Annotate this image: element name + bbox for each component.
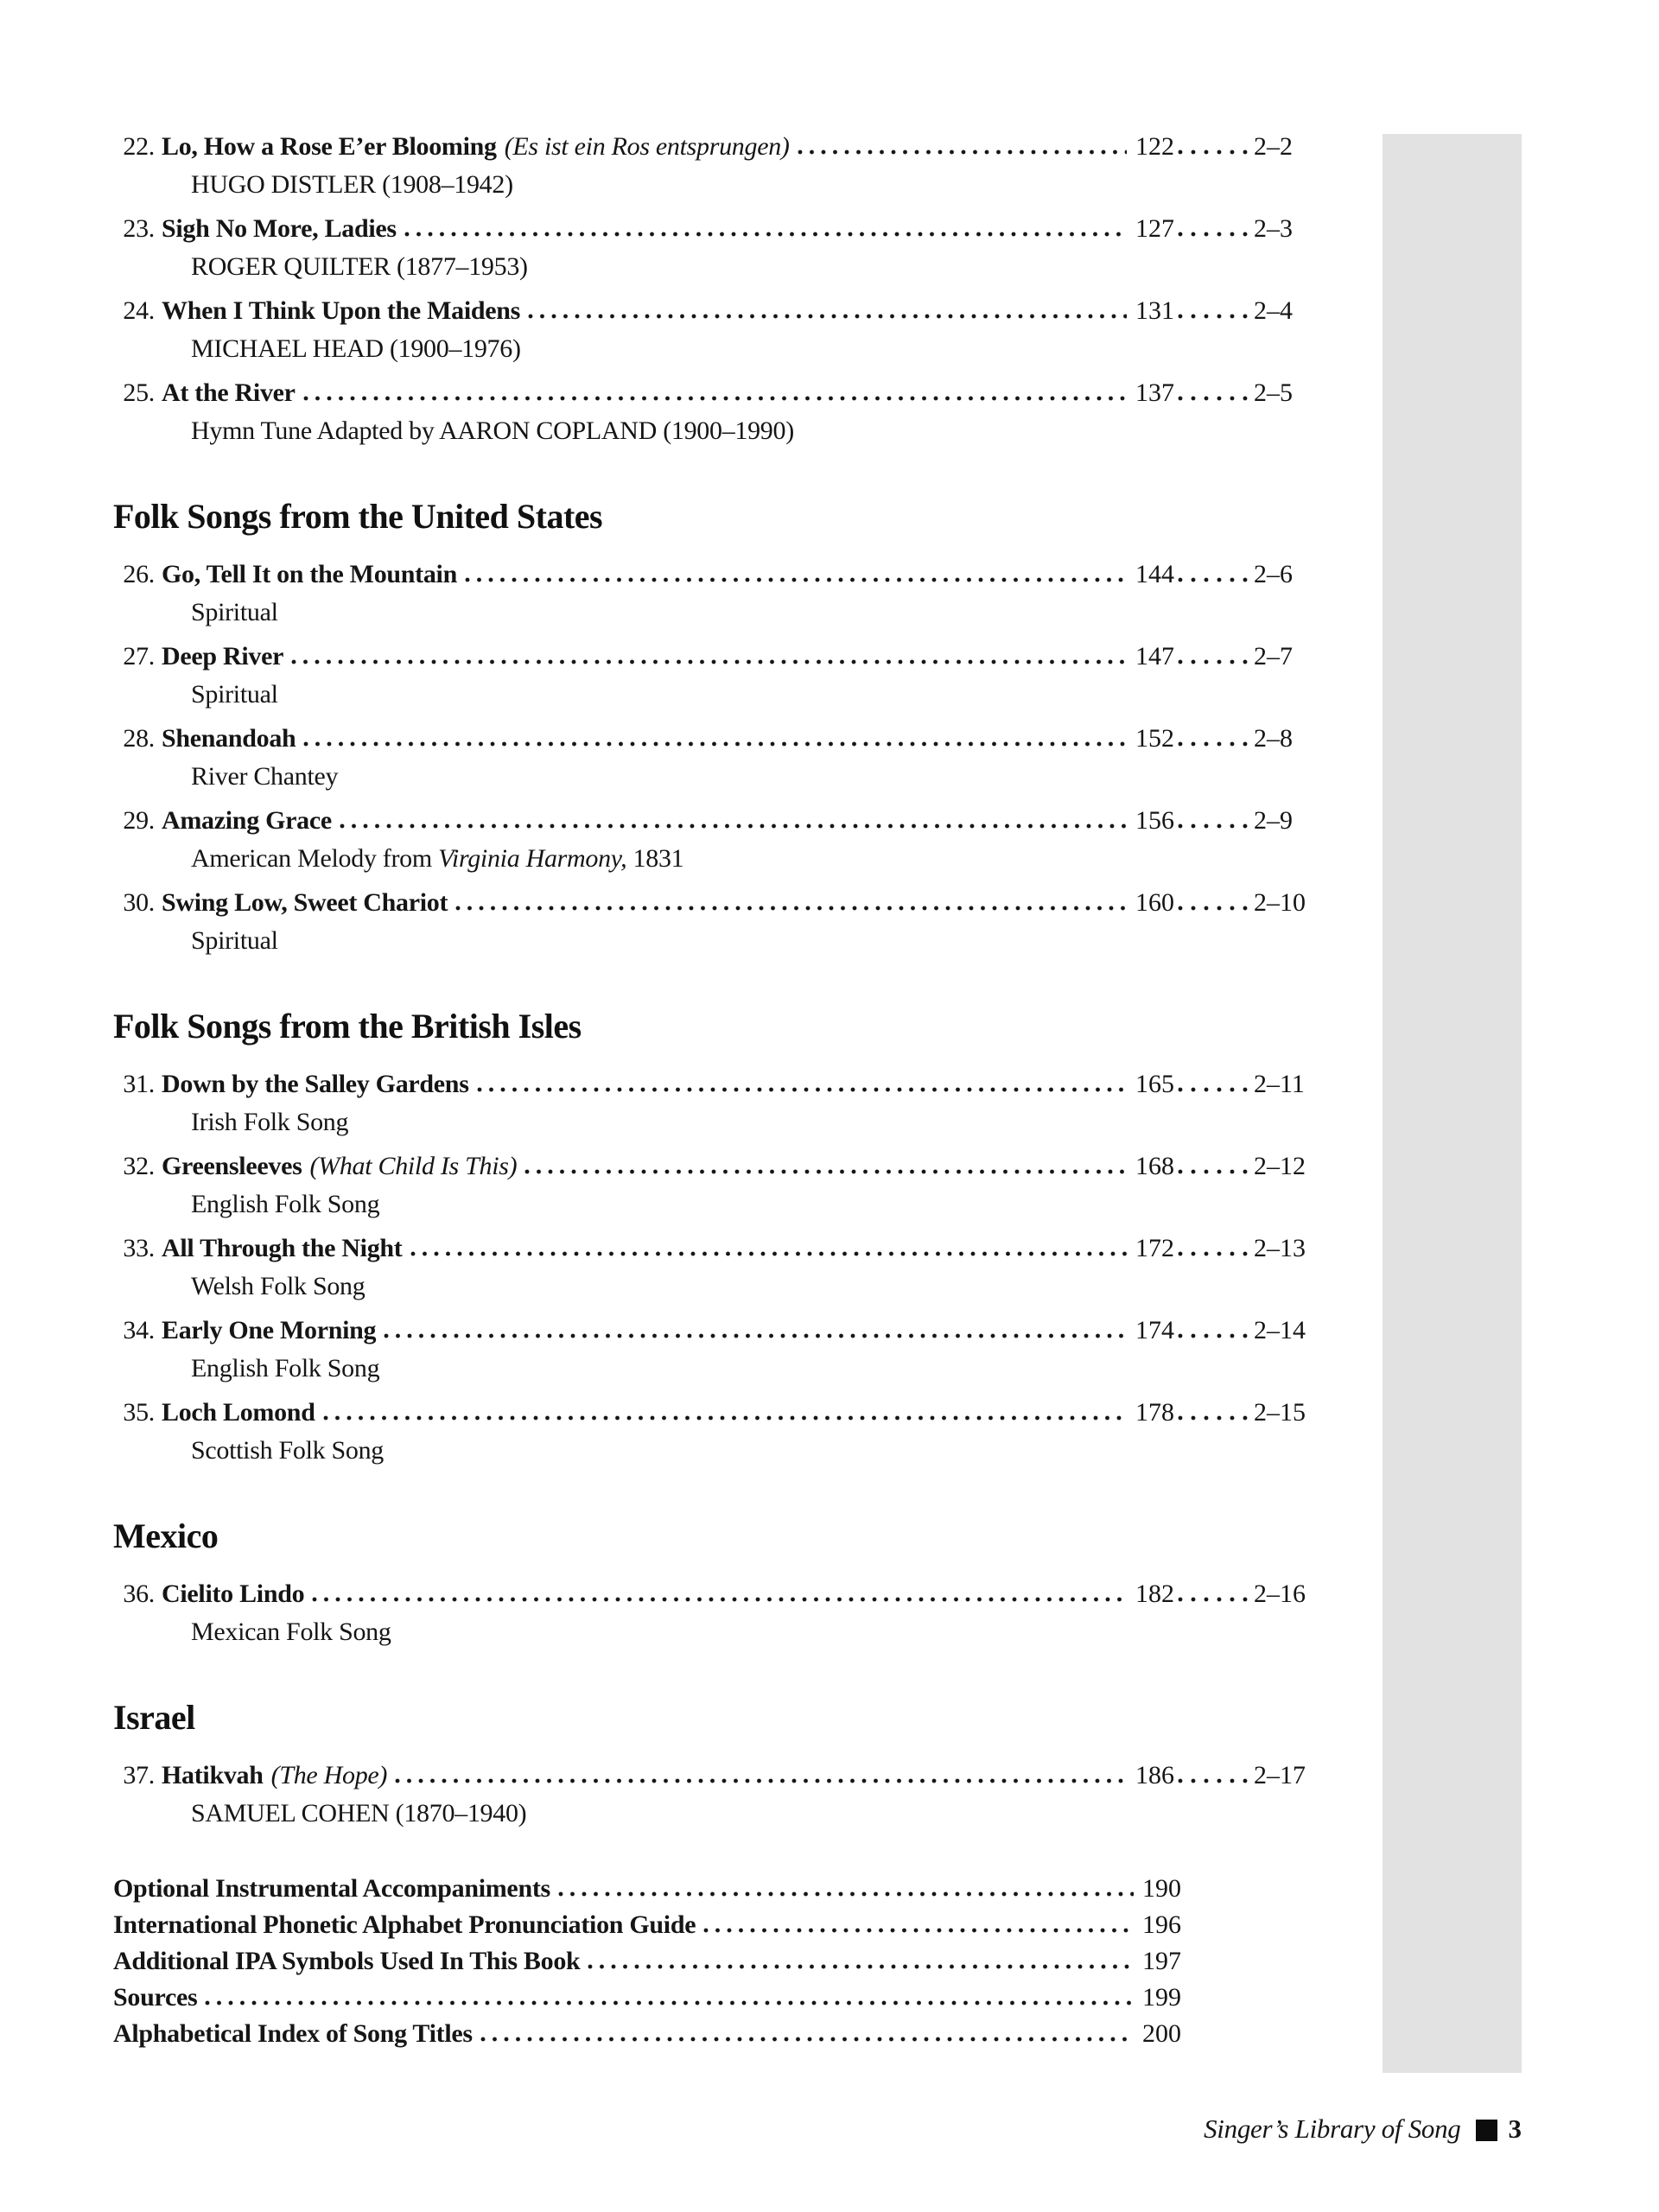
page-number: 122 [1135, 132, 1174, 161]
backmatter-list [113, 1871, 1181, 2052]
dot-leader [455, 906, 1127, 911]
dot-leader-short [1178, 149, 1250, 155]
toc-entry [113, 1230, 1311, 1306]
subtitle-text: English Folk Song [191, 1354, 380, 1382]
entry-title-line [162, 292, 1311, 330]
toc-entry [113, 884, 1311, 960]
track-number: 2–15 [1254, 1398, 1306, 1427]
subtitle-text: Hymn Tune Adapted by AARON COPLAND (1900–1990) [191, 416, 794, 445]
footer-book-title: Singer’s Library of Song [1204, 2113, 1461, 2144]
song-title-note: (The Hope) [270, 1761, 388, 1789]
song-title: Deep River [162, 642, 284, 671]
dot-leader-short [1178, 1087, 1250, 1092]
subtitle-text: American Melody from [191, 844, 439, 873]
page-number: 160 [1135, 888, 1174, 917]
section-heading: Mexico [113, 1516, 219, 1555]
entry-title-line [162, 556, 1311, 594]
song-title: Swing Low, Sweet Chariot [162, 888, 448, 917]
toc-entry [113, 638, 1311, 714]
subtitle-text: River Chantey [191, 762, 339, 791]
dot-leader-short [1178, 659, 1250, 664]
entry-number: 23. [123, 214, 155, 243]
backmatter-title: International Phonetic Alphabet Pronunciation Guide [113, 1910, 696, 1939]
track-number: 2–12 [1254, 1152, 1306, 1180]
page-number: 172 [1135, 1234, 1174, 1262]
song-title: Early One Morning [162, 1316, 377, 1344]
entry-title-line [162, 374, 1311, 412]
entry-subtitle [191, 1432, 1311, 1470]
toc-entry [113, 802, 1311, 878]
entry-subtitle [191, 1795, 1311, 1833]
entry-title-line [162, 1065, 1311, 1103]
song-title: Shenandoah [162, 724, 296, 753]
entry-number: 36. [123, 1580, 155, 1608]
subtitle-italic: Virginia Harmony, [438, 844, 627, 873]
page-number: 178 [1135, 1398, 1174, 1427]
page-number: 137 [1135, 378, 1174, 407]
entry-number: 28. [123, 724, 155, 753]
subtitle-text: Mexican Folk Song [191, 1618, 391, 1646]
entry-number: 34. [123, 1316, 155, 1344]
subtitle-text: Irish Folk Song [191, 1108, 349, 1136]
entry-title-line [162, 128, 1311, 166]
dot-leader-short [1178, 823, 1250, 829]
song-title: When I Think Upon the Maidens [162, 296, 521, 325]
dot-leader [465, 577, 1127, 582]
entry-subtitle [191, 922, 1311, 960]
dot-leader [303, 741, 1127, 747]
dot-leader [798, 149, 1127, 155]
song-title: Lo, How a Rose E’er Blooming [162, 132, 497, 161]
dot-leader [477, 1087, 1127, 1092]
page-number: 190 [1142, 1874, 1181, 1903]
entry-number: 24. [123, 296, 155, 325]
dot-leader [395, 1778, 1127, 1783]
dot-leader-short [1178, 1333, 1250, 1338]
song-title: Go, Tell It on the Mountain [162, 560, 457, 588]
subtitle-text: Spiritual [191, 680, 278, 709]
backmatter-title: Alphabetical Index of Song Titles [113, 2019, 473, 2048]
page-number: 152 [1135, 724, 1174, 753]
song-title: All Through the Night [162, 1234, 403, 1262]
entry-number: 33. [123, 1234, 155, 1262]
entry-title-line [162, 1312, 1311, 1350]
section-heading: Israel [113, 1698, 195, 1737]
entry-title-line [162, 1575, 1311, 1613]
dot-leader-short [1178, 1778, 1250, 1783]
scan-gutter-bar [1382, 134, 1522, 2073]
toc-entry [113, 556, 1311, 632]
subtitle-text: Spiritual [191, 926, 278, 955]
entry-subtitle [191, 1613, 1311, 1651]
dot-leader [384, 1333, 1127, 1338]
toc-entry [113, 1394, 1311, 1470]
track-number: 2–16 [1254, 1580, 1306, 1608]
song-title: Cielito Lindo [162, 1580, 305, 1608]
dot-leader [404, 232, 1127, 237]
entry-subtitle [191, 330, 1311, 368]
song-title: Loch Lomond [162, 1398, 315, 1427]
track-number: 2–5 [1254, 378, 1293, 407]
track-number: 2–13 [1254, 1234, 1306, 1262]
toc-entry [113, 210, 1311, 286]
entry-subtitle [191, 1103, 1311, 1141]
dot-leader-short [1178, 1597, 1250, 1602]
dot-leader [588, 1964, 1134, 1969]
entry-title-line [162, 638, 1311, 676]
subtitle-tail: 1831 [626, 844, 684, 873]
subtitle-text: ROGER QUILTER (1877–1953) [191, 252, 528, 281]
section-heading: Folk Songs from the British Isles [113, 1007, 582, 1046]
song-title-note: (Es ist ein Ros entsprungen) [504, 132, 790, 161]
song-title: Down by the Salley Gardens [162, 1070, 469, 1098]
dot-leader [480, 2037, 1134, 2042]
dot-leader-short [1178, 741, 1250, 747]
entry-number: 30. [123, 888, 155, 917]
page-number: 144 [1135, 560, 1174, 588]
dot-leader [558, 1891, 1134, 1897]
backmatter-row [113, 1871, 1181, 1907]
entry-number: 35. [123, 1398, 155, 1427]
backmatter-title: Optional Instrumental Accompaniments [113, 1874, 550, 1903]
backmatter-title: Additional IPA Symbols Used In This Book [113, 1947, 581, 1975]
subtitle-text: HUGO DISTLER (1908–1942) [191, 170, 513, 199]
page-number: 168 [1135, 1152, 1174, 1180]
dot-leader-short [1178, 577, 1250, 582]
entry-number: 32. [123, 1152, 155, 1180]
backmatter-row [113, 1980, 1181, 2016]
dot-leader [410, 1251, 1128, 1256]
entry-title-line [162, 210, 1311, 248]
subtitle-text: Scottish Folk Song [191, 1436, 384, 1465]
entry-subtitle [191, 840, 1311, 878]
song-title: Greensleeves [162, 1152, 302, 1180]
dot-leader [528, 314, 1127, 319]
backmatter-row [113, 1907, 1181, 1943]
track-number: 2–4 [1254, 296, 1293, 325]
dot-leader-short [1178, 232, 1250, 237]
backmatter-title: Sources [113, 1983, 198, 2012]
dot-leader [291, 659, 1127, 664]
page-number: 196 [1142, 1910, 1181, 1939]
entry-title-line [162, 1230, 1311, 1268]
toc-entry [113, 1065, 1311, 1141]
entry-number: 22. [123, 132, 155, 161]
subtitle-text: English Folk Song [191, 1190, 380, 1218]
toc-entry [113, 292, 1311, 368]
dot-leader-short [1178, 396, 1250, 401]
track-number: 2–17 [1254, 1761, 1306, 1789]
toc-entry [113, 1757, 1311, 1833]
entry-subtitle [191, 676, 1311, 714]
song-title: Sigh No More, Ladies [162, 214, 397, 243]
song-title: Hatikvah [162, 1761, 264, 1789]
page-number: 147 [1135, 642, 1174, 671]
backmatter-row [113, 2016, 1181, 2052]
entry-title-line [162, 720, 1311, 758]
toc-entry [113, 720, 1311, 796]
dot-leader-short [1178, 1251, 1250, 1256]
section-heading: Folk Songs from the United States [113, 497, 603, 536]
entry-subtitle [191, 412, 1311, 450]
track-number: 2–3 [1254, 214, 1293, 243]
dot-leader [303, 396, 1127, 401]
dot-leader-short [1178, 314, 1250, 319]
dot-leader [323, 1415, 1127, 1421]
dot-leader-short [1178, 906, 1250, 911]
footer-page-number: 3 [1508, 2113, 1522, 2144]
song-title: At the River [162, 378, 296, 407]
entry-number: 37. [123, 1761, 155, 1789]
dot-leader-short [1178, 1169, 1250, 1174]
page-number: 165 [1135, 1070, 1174, 1098]
page-number: 131 [1135, 296, 1174, 325]
toc-entry [113, 128, 1311, 204]
entry-number: 29. [123, 806, 155, 835]
song-title-note: (What Child Is This) [309, 1152, 518, 1180]
entry-number: 25. [123, 378, 155, 407]
dot-leader-short [1178, 1415, 1250, 1421]
dot-leader [312, 1597, 1127, 1602]
track-number: 2–9 [1254, 806, 1293, 835]
entry-title-line [162, 802, 1311, 840]
page-number: 182 [1135, 1580, 1174, 1608]
track-number: 2–10 [1254, 888, 1306, 917]
entry-title-line [162, 1147, 1311, 1185]
dot-leader [205, 2000, 1134, 2005]
entry-subtitle [191, 1185, 1311, 1224]
entry-title-line [162, 1757, 1311, 1795]
backmatter-row [113, 1943, 1181, 1980]
subtitle-text: Spiritual [191, 598, 278, 626]
entry-title-line [162, 884, 1311, 922]
entry-number: 27. [123, 642, 155, 671]
toc-content [113, 128, 1311, 2052]
track-number: 2–7 [1254, 642, 1293, 671]
entry-subtitle [191, 248, 1311, 286]
entry-number: 31. [123, 1070, 155, 1098]
subtitle-text: Welsh Folk Song [191, 1272, 365, 1300]
toc-entry [113, 1575, 1311, 1651]
page-footer [1204, 2113, 1522, 2145]
toc-entry [113, 1312, 1311, 1388]
subtitle-text: SAMUEL COHEN (1870–1940) [191, 1799, 527, 1827]
toc-entry [113, 374, 1311, 450]
page-number: 156 [1135, 806, 1174, 835]
track-number: 2–11 [1254, 1070, 1305, 1098]
entry-subtitle [191, 758, 1311, 796]
entry-subtitle [191, 166, 1311, 204]
toc-entry [113, 1147, 1311, 1224]
dot-leader [524, 1169, 1127, 1174]
subtitle-text: MICHAEL HEAD (1900–1976) [191, 334, 521, 363]
dot-leader [703, 1928, 1134, 1933]
entry-subtitle [191, 1268, 1311, 1306]
track-number: 2–2 [1254, 132, 1293, 161]
entry-subtitle [191, 594, 1311, 632]
entry-title-line [162, 1394, 1311, 1432]
page-number: 199 [1142, 1983, 1181, 2012]
page-number: 197 [1142, 1947, 1181, 1975]
page-number: 186 [1135, 1761, 1174, 1789]
track-number: 2–14 [1254, 1316, 1306, 1344]
page-number: 200 [1142, 2019, 1181, 2048]
track-number: 2–6 [1254, 560, 1293, 588]
dot-leader [340, 823, 1127, 829]
entry-subtitle [191, 1350, 1311, 1388]
page-number: 127 [1135, 214, 1174, 243]
page-number: 174 [1135, 1316, 1174, 1344]
track-number: 2–8 [1254, 724, 1293, 753]
song-title: Amazing Grace [162, 806, 332, 835]
entry-number: 26. [123, 560, 155, 588]
square-bullet-icon [1476, 2120, 1497, 2141]
